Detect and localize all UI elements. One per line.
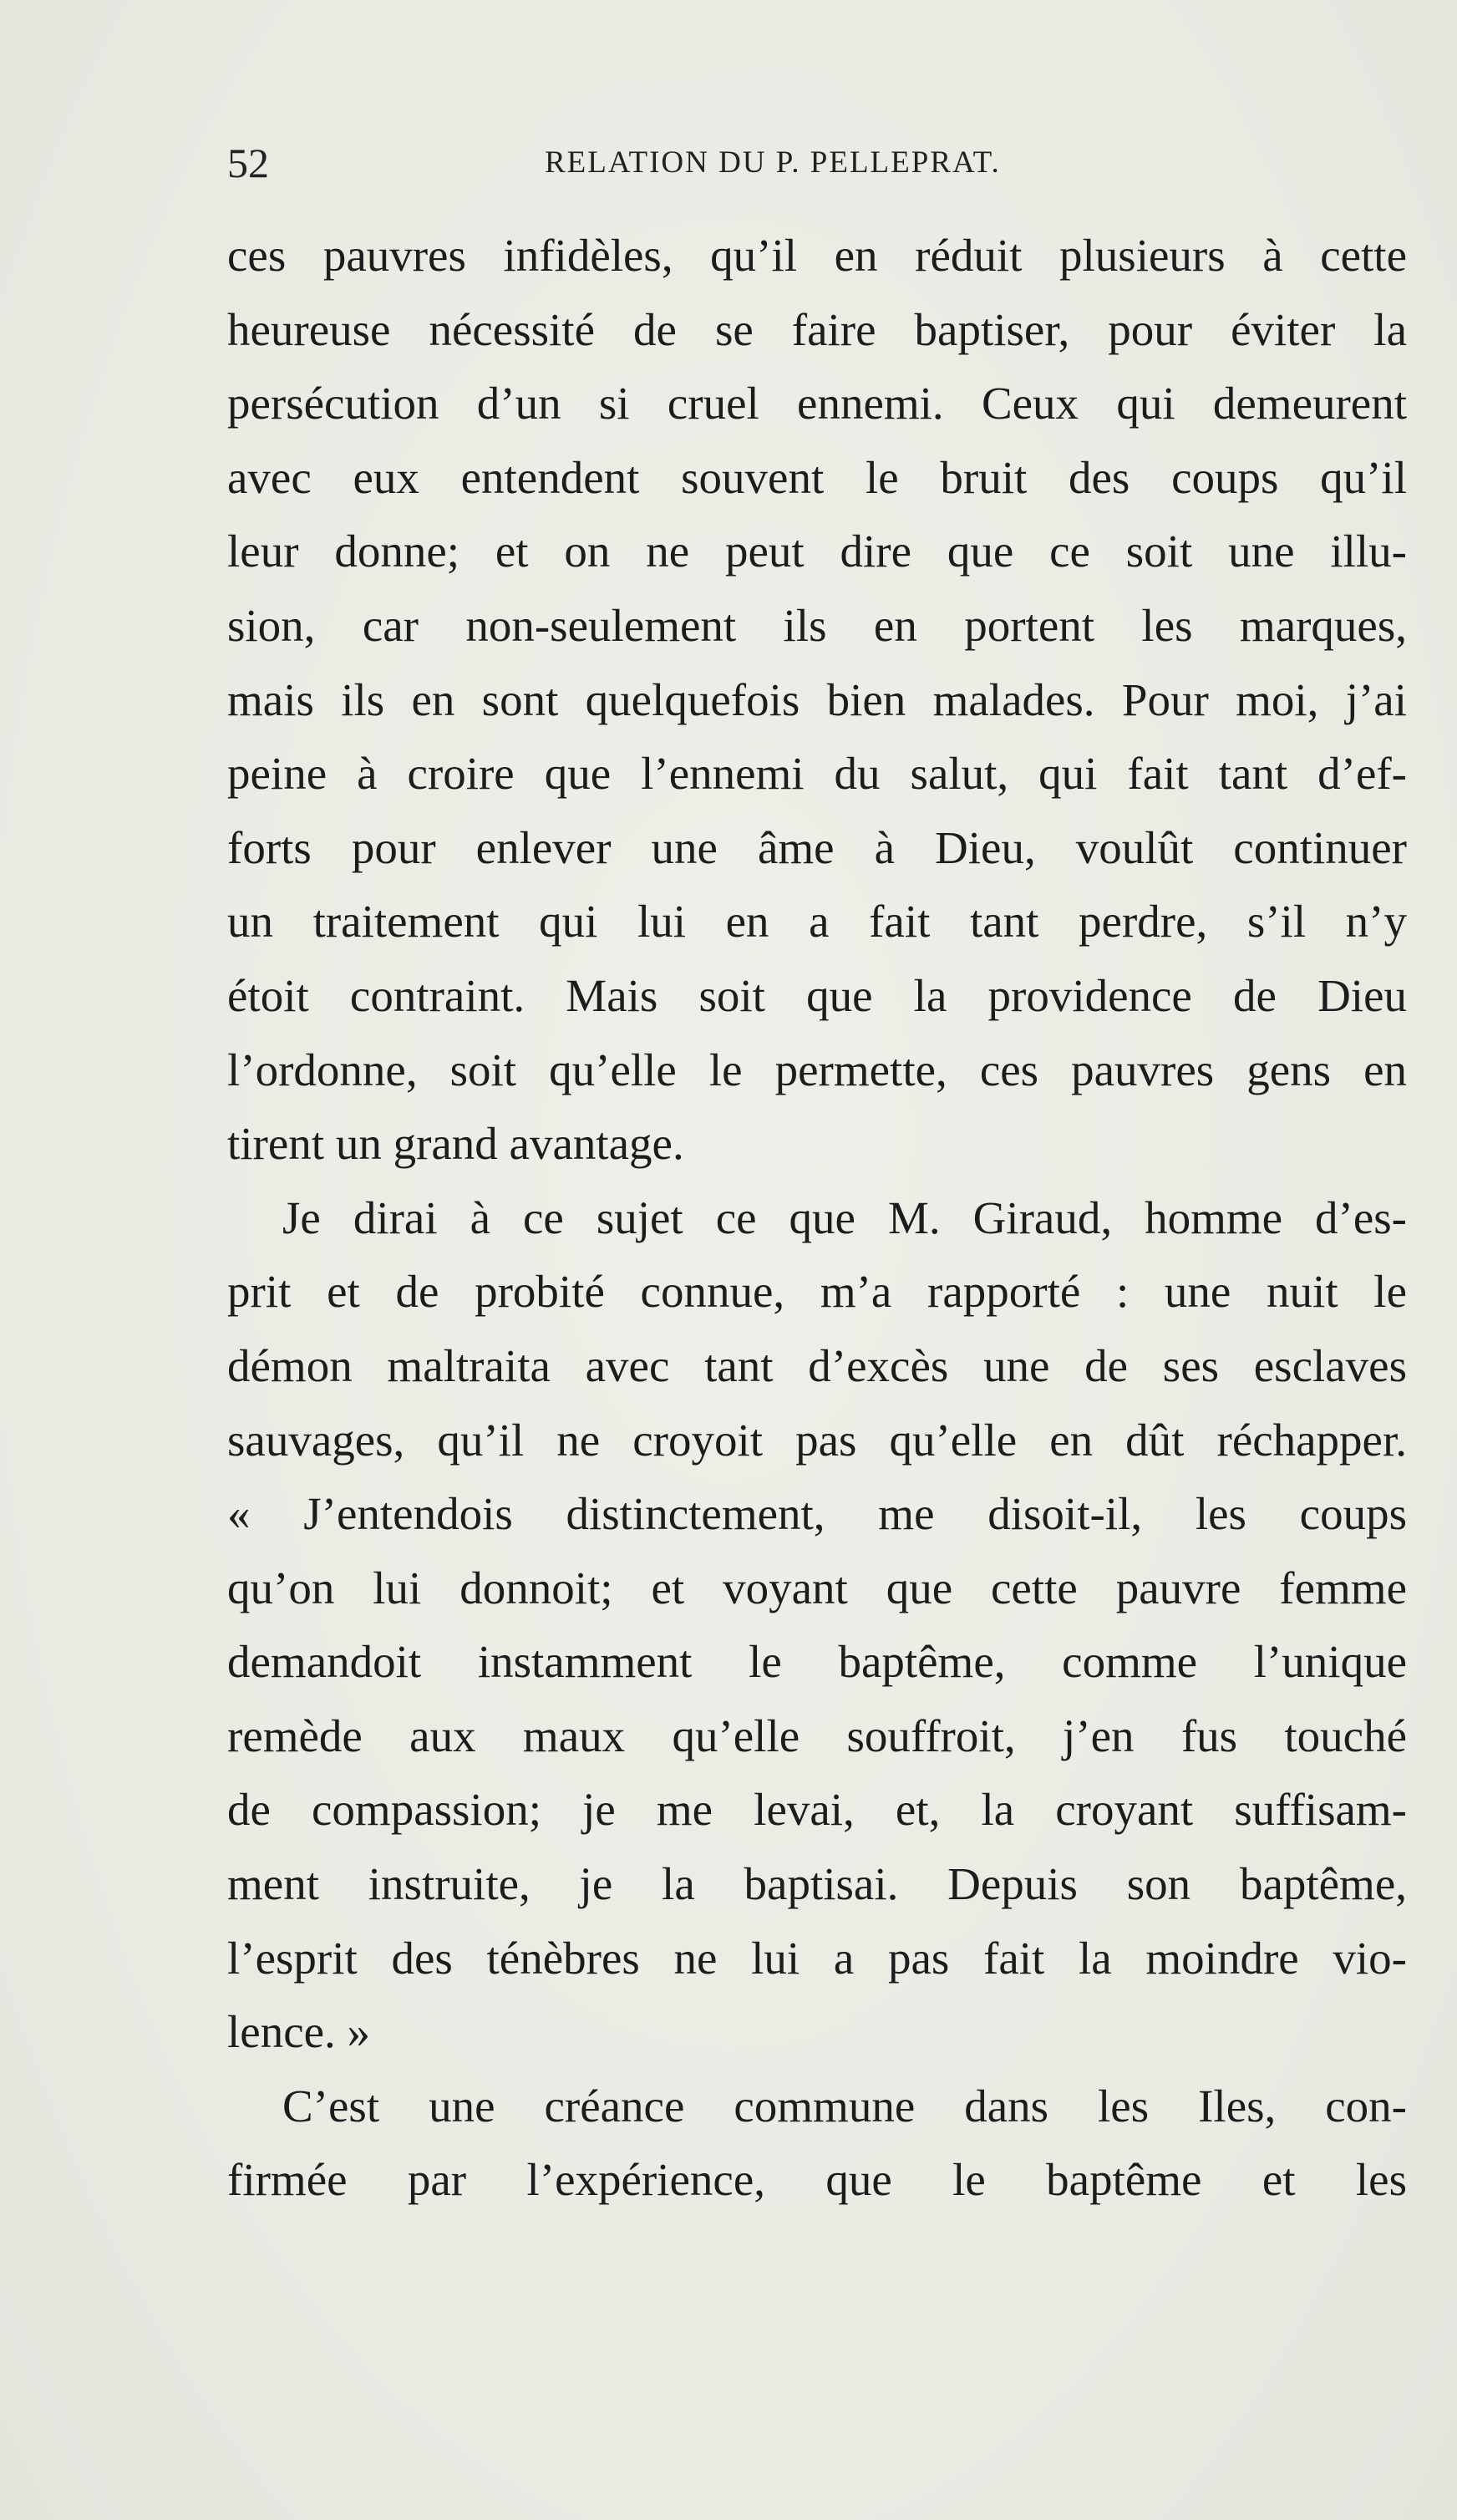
body-text [227,219,1407,2218]
text-line: de compassion; je me levai, et, la croyant suffisam- [227,1784,1407,1836]
text-line: leur donne; et on ne peut dire que ce soit une illu- [227,526,1407,577]
text-line: firmée par l’expérience, que le baptême et les [227,2154,1407,2206]
text-line: démon maltraita avec tant d’excès une de ses esclaves [227,1339,1407,1391]
text-line: qu’on lui donnoit; et voyant que cette pauvre femme [227,1562,1407,1613]
text-line: ces pauvres infidèles, qu’il en réduit plusieurs à cette [227,230,1407,281]
text-line: persécution d’un si cruel ennemi. Ceux qui demeurent [227,378,1407,429]
text-line: mais ils en sont quelquefois bien malades. Pour moi, j’ai [227,673,1407,725]
text-line: lence. » [227,2006,371,2058]
text-line: peine à croire que l’ennemi du salut, qui fait tant d’ef- [227,748,1407,800]
text-line: l’esprit des ténèbres ne lui a pas fait la moindre vio- [227,1932,1407,1984]
text-line: l’ordonne, soit qu’elle le permette, ces pauvres gens en [227,1044,1407,1095]
text-line: demandoit instamment le baptême, comme l’unique [227,1636,1407,1688]
paragraph [227,2070,1407,2218]
page-number: 52 [227,140,269,186]
text-line: tirent un grand avantage. [227,1118,684,1170]
text-line: remède aux maux qu’elle souffroit, j’en fus touché [227,1710,1407,1761]
text-line: « J’entendois distinctement, me disoit-il, les coups [227,1488,1407,1540]
running-title: RELATION DU P. PELLEPRAT. [545,145,1001,180]
text-line: C’est une créance commune dans les Iles, con- [282,2080,1407,2131]
text-line: sauvages, qu’il ne croyoit pas qu’elle en dût réchapper. [227,1414,1407,1466]
page-header [227,134,1407,192]
text-line: avec eux entendent souvent le bruit des coups qu’il [227,451,1407,503]
text-line: Je dirai à ce sujet ce que M. Giraud, homme d’es- [282,1191,1407,1243]
paragraph [227,1181,1407,2070]
text-line: prit et de probité connue, m’a rapporté : une nuit le [227,1266,1407,1318]
text-line: étoit contraint. Mais soit que la providence de Dieu [227,969,1407,1021]
text-line: ment instruite, je la baptisai. Depuis son baptême, [227,1858,1407,1910]
text-line: forts pour enlever une âme à Dieu, voulût continuer [227,821,1407,873]
text-line: sion, car non-seulement ils en portent les marques, [227,599,1407,651]
paragraph [227,219,1407,1181]
text-line: heureuse nécessité de se faire baptiser, pour éviter la [227,303,1407,355]
text-line: un traitement qui lui en a fait tant perdre, s’il n’y [227,896,1407,948]
